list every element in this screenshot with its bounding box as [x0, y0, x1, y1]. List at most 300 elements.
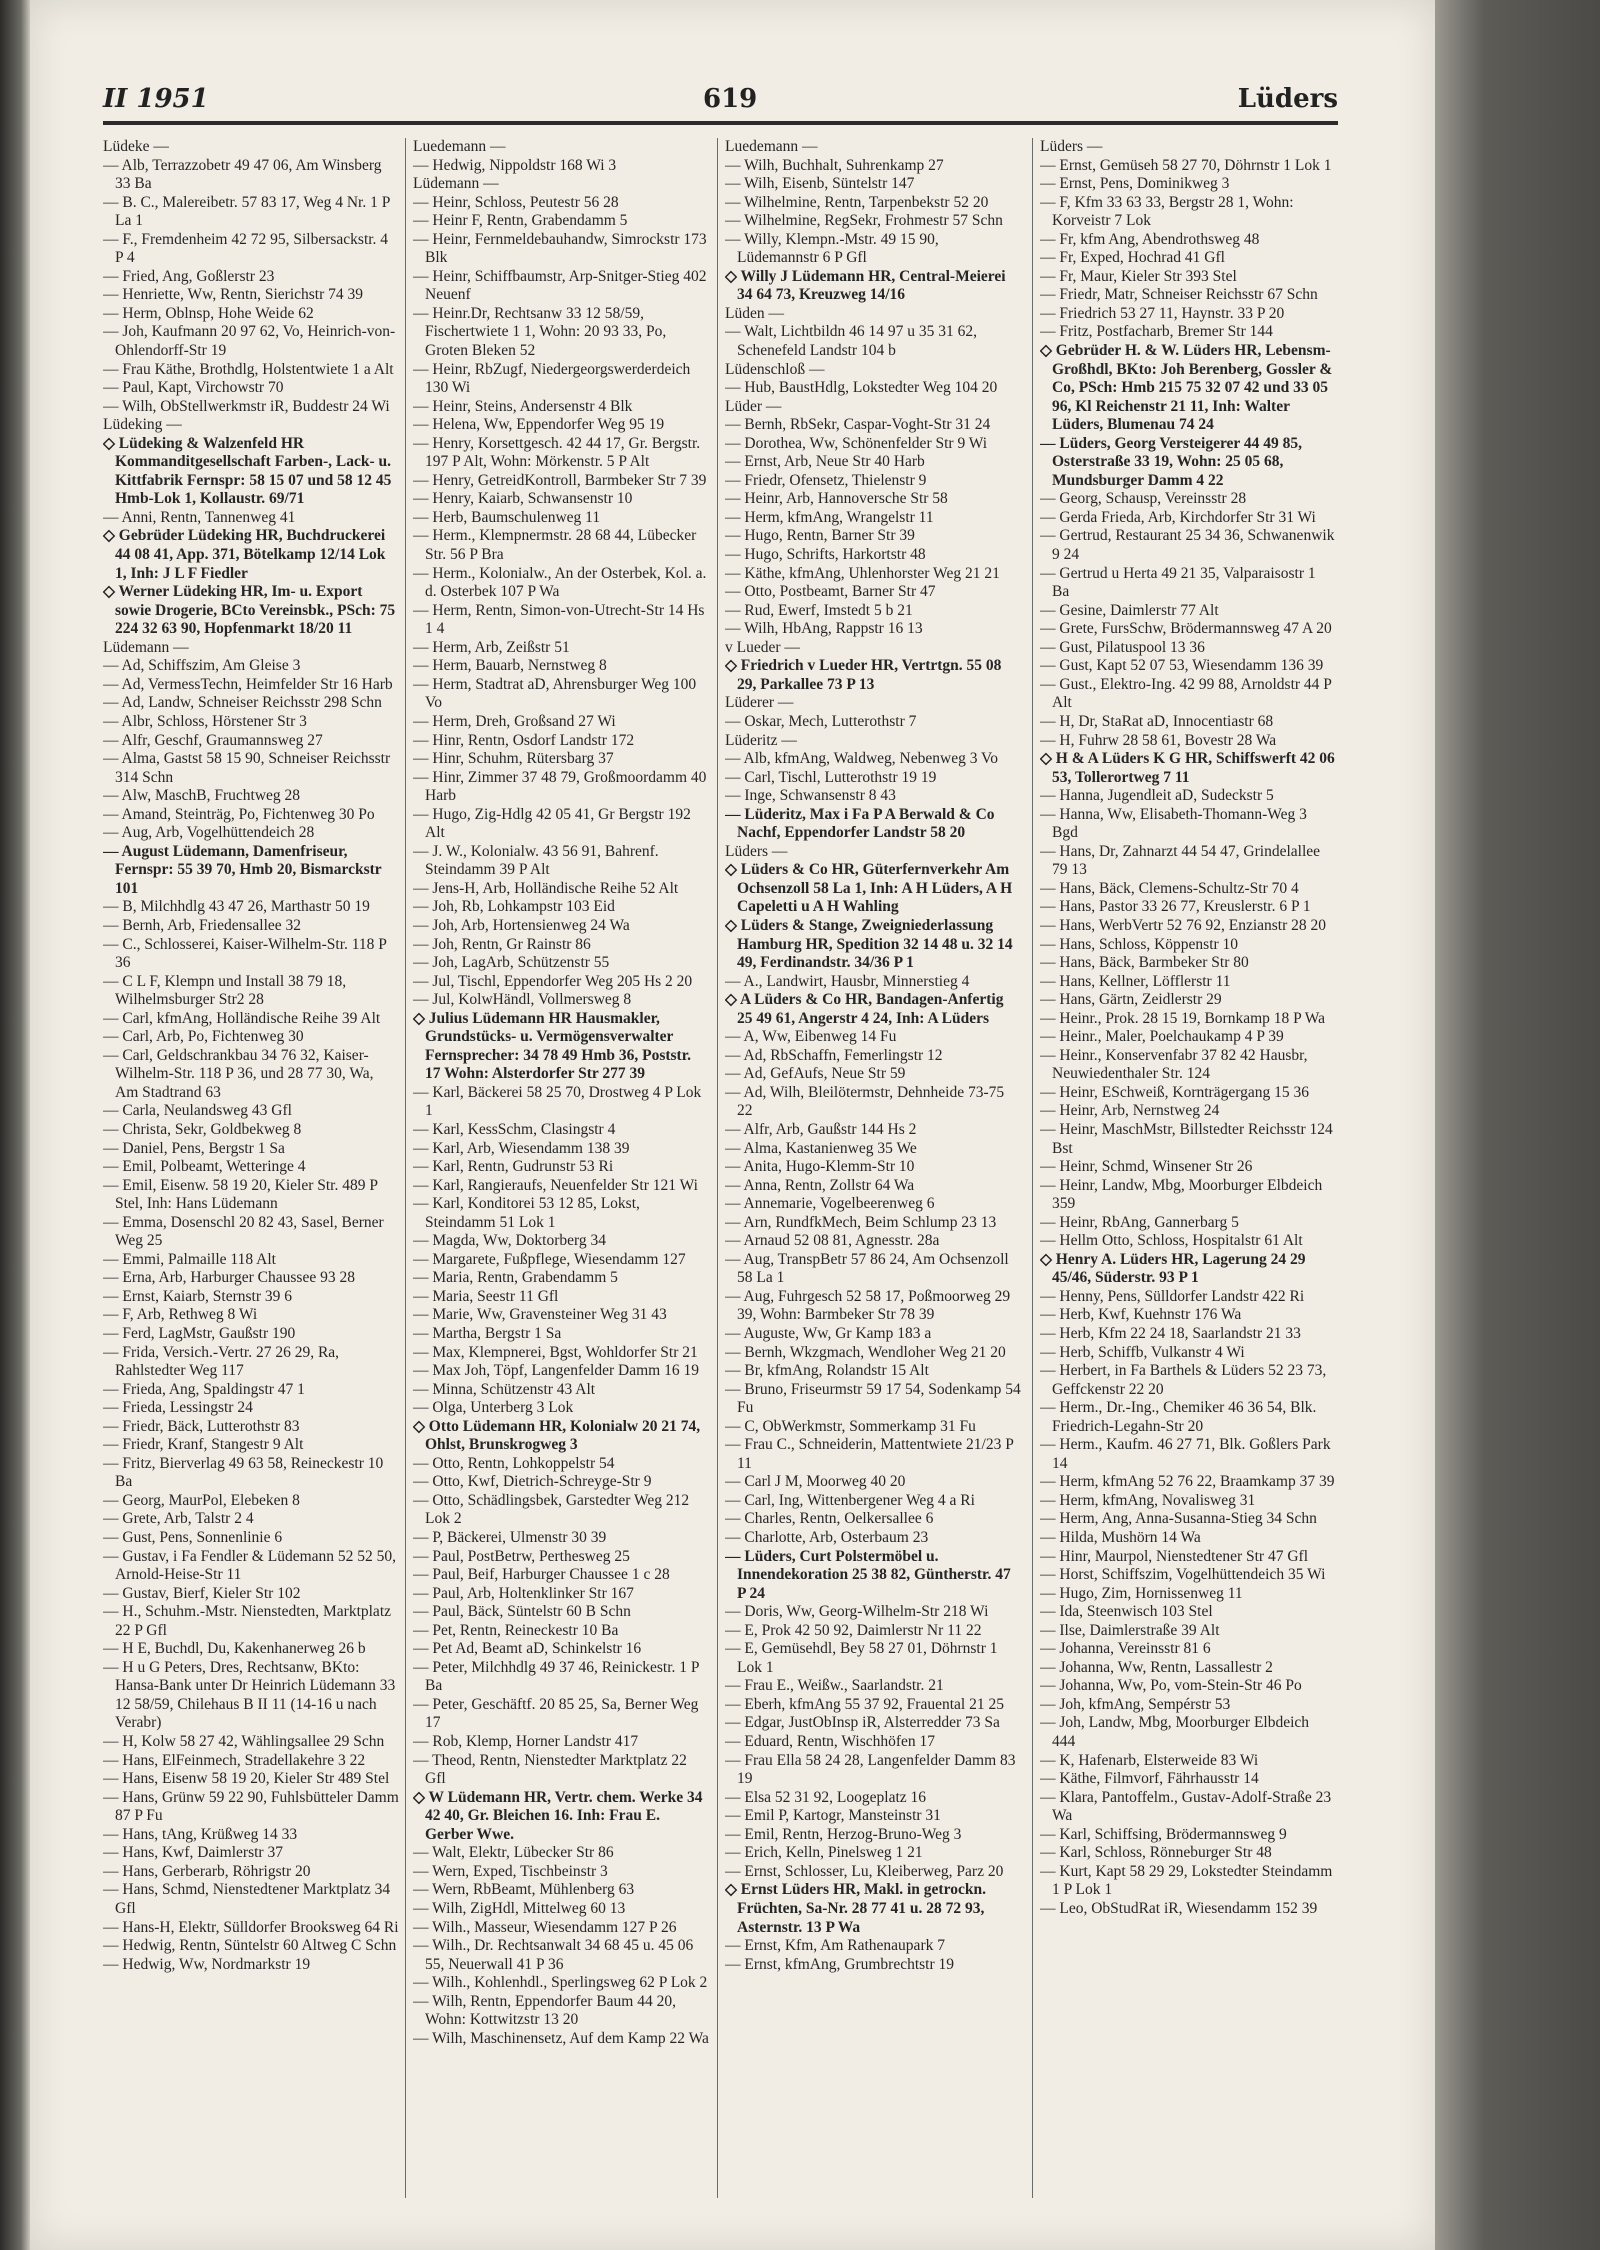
directory-entry: — Horst, Schiffszim, Vogelhüttendeich 35 Wi — [1040, 1566, 1326, 1584]
directory-entry: — Friedr, Matr, Schneiser Reichsstr 67 Schn — [1040, 286, 1318, 304]
directory-entry: — Heinr.Dr, Rechtsanw 33 12 58/59, Fischertwiete 1 1, Wohn: 20 93 33, Po, Groten Bleken 52 — [413, 304, 667, 360]
column-2 — [413, 138, 709, 2198]
directory-entry: — Alb, kfmAng, Waldweg, Nebenweg 3 Vo — [725, 750, 998, 768]
directory-entry: — Hans, Pastor 33 26 77, Kreuslerstr. 6 P 1 — [1040, 898, 1311, 916]
directory-entry: — Paul, PostBetrw, Perthesweg 25 — [413, 1547, 630, 1565]
page-edge-background — [1435, 0, 1600, 2250]
directory-entry: — B. C., Malereibetr. 57 83 17, Weg 4 Nr. 1 P La 1 — [103, 193, 390, 230]
directory-entry: — Emma, Dosenschl 20 82 43, Sasel, Berner Weg 25 — [103, 1213, 384, 1250]
directory-entry: — Hinr, Zimmer 37 48 79, Großmoordamm 40 Harb — [413, 768, 707, 805]
directory-entry: — Johanna, Ww, Po, vom-Stein-Str 46 Po — [1040, 1677, 1302, 1695]
directory-entry: — Frau C., Schneiderin, Mattentwiete 21/23 P 11 — [725, 1436, 1014, 1472]
directory-entry: — Carl, Tischl, Lutterothstr 19 19 — [725, 768, 937, 786]
directory-entry: — Hugo, Schrifts, Harkortstr 48 — [725, 546, 926, 564]
column-divider — [405, 138, 406, 2198]
header-volume-year: II 1951 — [103, 84, 209, 114]
directory-entry: — Max, Klempnerei, Bgst, Wohldorfer Str 21 — [413, 1343, 698, 1361]
directory-entry: — Herb, Schiffb, Vulkanstr 4 Wi — [1040, 1343, 1245, 1361]
directory-entry: — Jul, KolwHändl, Vollmersweg 8 — [413, 991, 632, 1009]
directory-entry: — Ad, Wilh, Bleilötermstr, Dehnheide 73-75 22 — [725, 1083, 1005, 1120]
directory-entry: — Frau Ella 58 24 28, Langenfelder Damm 83 19 — [725, 1751, 1016, 1788]
directory-entry: — H, Fuhrw 28 58 61, Bovestr 28 Wa — [1040, 731, 1277, 749]
directory-entry: — Aug, Arb, Vogelhüttendeich 28 — [103, 824, 315, 842]
directory-entry: — Leo, ObStudRat iR, Wiesendamm 152 39 — [1040, 1899, 1318, 1917]
directory-entry: ◇ H & A Lüders K G HR, Schiffswerft 42 06 53, Tollerortweg 7 11 — [1040, 750, 1335, 786]
surname-heading: Lüdemann — — [413, 175, 499, 193]
directory-entry: — Aug, Fuhrgesch 52 58 17, Poßmoorweg 29 39, Wohn: Barmbeker Str 78 39 — [725, 1287, 1011, 1324]
surname-heading: Lüder — — [725, 397, 782, 415]
directory-entry: — Joh, Arb, Hortensienweg 24 Wa — [413, 916, 630, 934]
directory-entry: — Br, kfmAng, Rolandstr 15 Alt — [725, 1362, 929, 1380]
directory-entry: — Gertrud u Herta 49 21 35, Valparaisostr 1 Ba — [1040, 564, 1316, 601]
directory-entry: — Carl, Arb, Po, Fichtenweg 30 — [103, 1028, 304, 1046]
directory-entry: — Hans, ElFeinmech, Stradellakehre 3 22 — [103, 1751, 366, 1769]
directory-entry: — Herm, Arb, Zeißstr 51 — [413, 638, 570, 656]
directory-entry: — Herb, Kwf, Kuehnstr 176 Wa — [1040, 1306, 1242, 1324]
directory-entry: — Friedrich 53 27 11, Haynstr. 33 P 20 — [1040, 304, 1285, 322]
directory-entry: — Henny, Pens, Sülldorfer Landstr 422 Ri — [1040, 1287, 1305, 1305]
directory-entry: — F, Kfm 33 63 33, Bergstr 28 1, Wohn: Korveistr 7 Lok — [1040, 193, 1294, 230]
surname-heading: Lüdemann — — [103, 638, 189, 656]
directory-entry: — Hugo, Zig-Hdlg 42 05 41, Gr Bergstr 192 Alt — [413, 805, 691, 842]
directory-entry: — Hinr, Rentn, Osdorf Landstr 172 — [413, 731, 635, 749]
directory-entry: — Gust, Pilatuspool 13 36 — [1040, 638, 1205, 656]
directory-entry: — A., Landwirt, Hausbr, Minnerstieg 4 — [725, 972, 970, 990]
directory-entry: — Hedwig, Nippoldstr 168 Wi 3 — [413, 156, 617, 174]
directory-entry: — Lüderitz, Max i Fa P A Berwald & Co Nachf, Eppendorfer Landstr 58 20 — [725, 805, 995, 842]
directory-entry: — Wilh, Buchhalt, Suhrenkamp 27 — [725, 156, 944, 174]
directory-entry: — Hans, Schloss, Köppenstr 10 — [1040, 935, 1239, 953]
directory-entry: — Walt, Lichtbildn 46 14 97 u 35 31 62, Schenefeld Landstr 104 b — [725, 323, 978, 360]
directory-entry: — Friedr, Bäck, Lutterothstr 83 — [103, 1417, 300, 1435]
directory-entry: — Gustav, Bierf, Kieler Str 102 — [103, 1584, 301, 1602]
directory-entry: — Eduard, Rentn, Wischhöfen 17 — [725, 1733, 936, 1751]
directory-entry: — Arnaud 52 08 81, Agnesstr. 28a — [725, 1232, 940, 1250]
directory-entry: — Joh, LagArb, Schützenstr 55 — [413, 954, 610, 972]
directory-entry: — Annemarie, Vogelbeerenweg 6 — [725, 1195, 935, 1213]
directory-entry: — Fr, Maur, Kieler Str 393 Stel — [1040, 267, 1237, 285]
directory-entry: — Emil, Rentn, Herzog-Bruno-Weg 3 — [725, 1825, 962, 1843]
directory-entry: — Wilh, ZigHdl, Mittelweg 60 13 — [413, 1899, 626, 1917]
directory-entry: — Hans, Eisenw 58 19 20, Kieler Str 489 Stel — [103, 1770, 390, 1788]
directory-entry: — Henry, Korsettgesch. 42 44 17, Gr. Bergstr. 197 P Alt, Wohn: Mörkenstr. 5 P Alt — [413, 434, 701, 471]
directory-entry: — Hans, Grünw 59 22 90, Fuhlsbütteler Damm 87 P Fu — [103, 1788, 399, 1825]
directory-entry: — Ernst, kfmAng, Grumbrechtstr 19 — [725, 1955, 955, 1973]
directory-entry: — Georg, MaurPol, Elebeken 8 — [103, 1491, 300, 1509]
directory-entry: — Carl, Ing, Wittenbergener Weg 4 a Ri — [725, 1491, 975, 1509]
directory-entry: — Bernh, Wkzgmach, Wendloher Weg 21 20 — [725, 1343, 1006, 1361]
directory-entry: — Ernst, Arb, Neue Str 40 Harb — [725, 453, 925, 471]
directory-entry: — Heinr, Schmd, Winsener Str 26 — [1040, 1158, 1253, 1176]
directory-entry: — Magda, Ww, Doktorberg 34 — [413, 1232, 607, 1250]
column-3 — [725, 138, 1021, 2198]
directory-entry: — Karl, Bäckerei 58 25 70, Drostweg 4 P Lok 1 — [413, 1083, 702, 1120]
directory-entry: — Hub, BaustHdlg, Lokstedter Weg 104 20 — [725, 379, 998, 397]
surname-heading: Lüderitz — — [725, 731, 797, 749]
directory-entry: — Bernh, RbSekr, Caspar-Voght-Str 31 24 — [725, 416, 991, 434]
directory-entry: — Ilse, Daimlerstraße 39 Alt — [1040, 1621, 1220, 1639]
directory-entry: — Ernst, Gemüseh 58 27 70, Döhrnstr 1 Lok 1 — [1040, 156, 1332, 174]
directory-entry: — Wilhelmine, RegSekr, Frohmestr 57 Schn — [725, 212, 1003, 230]
directory-entry: — Wilh, HbAng, Rappstr 16 13 — [725, 620, 923, 638]
directory-entry: — B, Milchhdlg 43 47 26, Marthastr 50 19 — [103, 898, 370, 916]
directory-entry: — Ad, GefAufs, Neue Str 59 — [725, 1065, 906, 1083]
directory-entry: — Frieda, Ang, Spaldingstr 47 1 — [103, 1380, 305, 1398]
directory-entry: — Karl, Arb, Wiesendamm 138 39 — [413, 1139, 630, 1157]
directory-entry: — Maria, Rentn, Grabendamm 5 — [413, 1269, 618, 1287]
directory-entry: — Erich, Kelln, Pinelsweg 1 21 — [725, 1844, 923, 1862]
header-running-name: Lüders — [1237, 84, 1338, 114]
surname-heading: v Lueder — — [725, 638, 800, 656]
book-gutter — [0, 0, 30, 2250]
directory-entry: — Heinr, MaschMstr, Billstedter Reichsstr 124 Bst — [1040, 1120, 1333, 1157]
directory-entry: — Minna, Schützenstr 43 Alt — [413, 1380, 596, 1398]
directory-entry: — H, Dr, StaRat aD, Innocentiastr 68 — [1040, 712, 1274, 730]
directory-entry: — Hedwig, Ww, Nordmarkstr 19 — [103, 1955, 311, 1973]
directory-entry: — C L F, Klempn und Install 38 79 18, Wilhelmsburger Str2 28 — [103, 972, 347, 1009]
directory-entry: — A, Ww, Eibenweg 14 Fu — [725, 1028, 897, 1046]
directory-entry: — Heinr, Schiffbaumstr, Arp-Snitger-Stieg 402 Neuenf — [413, 267, 707, 304]
directory-entry: — H u G Peters, Dres, Rechtsanw, BKto: Hansa-Bank unter Dr Heinrich Lüdemann 33 12 58/59, Chilehaus B II 11 (14-16 u nach Verabr) — [103, 1658, 396, 1732]
directory-entry: — Margarete, Fußpflege, Wiesendamm 127 — [413, 1250, 686, 1268]
directory-entry: — Carl J M, Moorweg 40 20 — [725, 1473, 906, 1491]
directory-entry: — Hans, tAng, Krüßweg 14 33 — [103, 1825, 298, 1843]
directory-entry: — Alw, MaschB, Fruchtweg 28 — [103, 787, 301, 805]
directory-entry: — Heinr F, Rentn, Grabendamm 5 — [413, 212, 628, 230]
directory-entry: — Wilh, Rentn, Eppendorfer Baum 44 20, Wohn: Kottwitzstr 13 20 — [413, 1992, 676, 2029]
directory-entry: — E, Gemüsehdl, Bey 58 27 01, Döhrnstr 1 Lok 1 — [725, 1640, 998, 1676]
directory-entry: Lüdenschloß — — [725, 360, 825, 378]
directory-entry: — Pet Ad, Beamt aD, Schinkelstr 16 — [413, 1640, 642, 1658]
directory-entry: — Paul, Arb, Holtenklinker Str 167 — [413, 1584, 634, 1602]
directory-entry: — Walt, Elektr, Lübecker Str 86 — [413, 1844, 614, 1862]
directory-entry: — Rud, Ewerf, Imstedt 5 b 21 — [725, 601, 913, 619]
directory-entry: — Heinr, ESchweiß, Kornträgergang 15 36 — [1040, 1083, 1309, 1101]
directory-entry: — Fritz, Bierverlag 49 63 58, Reineckestr 10 Ba — [103, 1454, 384, 1491]
directory-entry: — Alfr, Arb, Gaußstr 144 Hs 2 — [725, 1120, 917, 1138]
directory-entry: — F., Fremdenheim 42 72 95, Silbersackstr. 4 P 4 — [103, 230, 389, 267]
directory-entry: ◇ Lüders & Co HR, Güterfernverkehr Am Ochsenzoll 58 La 1, Inh: A H Lüders, A H Capeletti u A H Wahling — [725, 861, 1013, 916]
directory-entry: — Johanna, Ww, Rentn, Lassallestr 2 — [1040, 1658, 1273, 1676]
directory-entry: — Emil, Polbeamt, Wetteringe 4 — [103, 1158, 306, 1176]
directory-entry: — Bernh, Arb, Friedensallee 32 — [103, 916, 302, 934]
directory-entry: — Frau E., Weißw., Saarlandstr. 21 — [725, 1677, 944, 1695]
surname-heading: Lüders — — [1040, 138, 1103, 155]
directory-entry: — Hans, Gärtn, Zeidlerstr 29 — [1040, 991, 1222, 1009]
directory-entry: — Grete, Arb, Talstr 2 4 — [103, 1510, 254, 1528]
directory-entry: — Herm, kfmAng, Wrangelstr 11 — [725, 508, 934, 526]
header-rule — [103, 121, 1338, 125]
directory-entry: ◇ A Lüders & Co HR, Bandagen-Anfertig 25 49 61, Angerstr 4 24, Inh: A Lüders — [725, 991, 1004, 1027]
directory-entry: — H E, Buchdl, Du, Kakenhanerweg 26 b — [103, 1640, 366, 1658]
directory-entry: — Joh, Kaufmann 20 97 62, Vo, Heinrich-von-Ohlendorff-Str 19 — [103, 323, 396, 360]
directory-entry: — Herm, Dreh, Großsand 27 Wi — [413, 712, 616, 730]
directory-entry: — Anni, Rentn, Tannenweg 41 — [103, 508, 296, 526]
directory-entry: — Hans, Kwf, Daimlerstr 37 — [103, 1844, 283, 1862]
directory-entry: — Friedr, Kranf, Stangestr 9 Alt — [103, 1436, 304, 1454]
directory-entry: — Erna, Arb, Harburger Chaussee 93 28 — [103, 1269, 355, 1287]
directory-entry: — Gerda Frieda, Arb, Kirchdorfer Str 31 Wi — [1040, 508, 1316, 526]
directory-entry: — Grete, FursSchw, Brödermannsweg 47 A 20 — [1040, 620, 1332, 638]
directory-entry: — Joh, Rentn, Gr Rainstr 86 — [413, 935, 591, 953]
directory-entry: — Heinr, Steins, Andersenstr 4 Blk — [413, 397, 633, 415]
directory-entry: — Hanna, Ww, Elisabeth-Thomann-Weg 3 Bgd — [1040, 805, 1307, 842]
directory-entry: — Inge, Schwansenstr 8 43 — [725, 787, 896, 805]
directory-entry: — Wilh., Masseur, Wiesendamm 127 P 26 — [413, 1918, 677, 1936]
directory-entry: — Frida, Versich.-Vertr. 27 26 29, Ra, Rahlstedter Weg 117 — [103, 1343, 340, 1380]
directory-entry: ◇ Werner Lüdeking HR, Im- u. Export sowie Drogerie, BCto Vereinsbk., PSch: 75 224 32 63 90, Hopfenmarkt 18/20 11 — [103, 583, 396, 638]
directory-entry: — Klara, Pantoffelm., Gustav-Adolf-Straße 23 Wa — [1040, 1788, 1332, 1825]
directory-entry: — Wilh., Dr. Rechtsanwalt 34 68 45 u. 45 06 55, Neuerwall 41 P 36 — [413, 1937, 694, 1973]
directory-entry: — Hinr, Schuhm, Rütersbarg 37 — [413, 750, 614, 768]
directory-entry: — Karl, Rentn, Gudrunstr 53 Ri — [413, 1158, 614, 1176]
directory-entry: ◇ Henry A. Lüders HR, Lagerung 24 29 45/46, Süderstr. 93 P 1 — [1040, 1250, 1306, 1287]
directory-entry: — Karl, KessSchm, Clasingstr 4 — [413, 1120, 616, 1138]
directory-entry: — Emil P, Kartogr, Mansteinstr 31 — [725, 1807, 941, 1825]
surname-heading: Lüdeking — — [103, 416, 182, 434]
page-header — [103, 76, 1338, 126]
directory-entry: — K, Hafenarb, Elsterweide 83 Wi — [1040, 1751, 1259, 1769]
directory-entry: — Heinr, Arb, Nernstweg 24 — [1040, 1102, 1220, 1120]
directory-entry: ◇ Julius Lüdemann HR Hausmakler, Grundstücks- u. Vermögensverwalter Fernsprecher: 34 78 49 Hmb 36, Poststr. 17 Wohn: Alsterdorfer Str 277 39 — [413, 1009, 692, 1083]
directory-entry: — Ernst, Kfm, Am Rathenaupark 7 — [725, 1937, 945, 1955]
directory-entry: — Heinr, Landw, Mbg, Moorburger Elbdeich 359 — [1040, 1176, 1323, 1213]
directory-entry: — Charles, Rentn, Oelkersallee 6 — [725, 1510, 934, 1528]
directory-entry: — Heinr., Konservenfabr 37 82 42 Hausbr, Neuwiedenthaler Str. 124 — [1040, 1046, 1308, 1083]
directory-entry: — Lüders, Curt Polstermöbel u. Innendekoration 25 38 82, Güntherstr. 47 P 24 — [725, 1547, 1011, 1602]
column-divider — [1032, 138, 1033, 2198]
directory-entry: — Wilh, Eisenb, Süntelstr 147 — [725, 175, 915, 193]
directory-entry: — Maria, Seestr 11 Gfl — [413, 1287, 559, 1305]
directory-entry: — Hedwig, Rentn, Süntelstr 60 Altweg C Schn — [103, 1937, 397, 1955]
directory-entry: — Fr, kfm Ang, Abendrothsweg 48 — [1040, 230, 1260, 248]
directory-entry: — Karl, Rangieraufs, Neuenfelder Str 121 Wi — [413, 1176, 698, 1194]
directory-entry: — Daniel, Pens, Bergstr 1 Sa — [103, 1139, 285, 1157]
directory-entry: — Herm, Bauarb, Nernstweg 8 — [413, 657, 607, 675]
directory-entry: — Heinr, Fernmeldebauhandw, Simrockstr 173 Blk — [413, 230, 707, 267]
directory-entry: — Herm., Kaufm. 46 27 71, Blk. Goßlers Park 14 — [1040, 1436, 1331, 1472]
directory-entry: — Heinr., Prok. 28 15 19, Bornkamp 18 P Wa — [1040, 1009, 1326, 1027]
directory-entry: — Ad, RbSchaffn, Femerlingstr 12 — [725, 1046, 943, 1064]
directory-entry: — Heinr, RbAng, Gannerbarg 5 — [1040, 1213, 1239, 1231]
directory-entry: — Alma, Gastst 58 15 90, Schneiser Reichsstr 314 Schn — [103, 750, 391, 786]
directory-entry: — Carl, kfmAng, Holländische Reihe 39 Alt — [103, 1009, 381, 1027]
directory-entry: — H, Kolw 58 27 42, Wählingsallee 29 Schn — [103, 1733, 385, 1751]
directory-entry: — Wern, Exped, Tischbeinstr 3 — [413, 1862, 608, 1880]
directory-entry: — Aug, TranspBetr 57 86 24, Am Ochsenzoll 58 La 1 — [725, 1250, 1009, 1287]
directory-entry: — Herm., Dr.-Ing., Chemiker 46 36 54, Blk. Friedrich-Legahn-Str 20 — [1040, 1399, 1317, 1435]
directory-entry: — Karl, Schiffsing, Brödermannsweg 9 — [1040, 1825, 1287, 1843]
directory-entry: — Hellm Otto, Schloss, Hospitalstr 61 Alt — [1040, 1232, 1303, 1250]
directory-entry: — Hans, Schmd, Nienstedtener Marktplatz 34 Gfl — [103, 1881, 391, 1917]
directory-entry: — Paul, Kapt, Virchowstr 70 — [103, 379, 284, 397]
directory-entry: — H., Schuhm.-Mstr. Nienstedten, Marktplatz 22 P Gfl — [103, 1603, 391, 1639]
directory-entry: — Otto, Kwf, Dietrich-Schreyge-Str 9 — [413, 1473, 652, 1491]
directory-entry: — Fr, Exped, Hochrad 41 Gfl — [1040, 249, 1225, 267]
directory-entry: — Carla, Neulandsweg 43 Gfl — [103, 1102, 292, 1120]
directory-entry: — Wilhelmine, Rentn, Tarpenbekstr 52 20 — [725, 193, 989, 211]
directory-entry: — Fried, Ang, Goßlerstr 23 — [103, 267, 275, 285]
directory-entry: — Amand, Steinträg, Po, Fichtenweg 30 Po — [103, 805, 375, 823]
directory-entry: — Gustav, i Fa Fendler & Lüdemann 52 52 50, Arnold-Heise-Str 11 — [103, 1547, 397, 1584]
directory-entry: — Albr, Schloss, Hörstener Str 3 — [103, 712, 307, 730]
directory-entry: — Herbert, in Fa Barthels & Lüders 52 23 73, Geffckenstr 22 20 — [1040, 1362, 1327, 1398]
directory-entry: — C., Schlosserei, Kaiser-Wilhelm-Str. 118 P 36 — [103, 935, 387, 972]
directory-entry: — Hanna, Jugendleit aD, Sudeckstr 5 — [1040, 787, 1274, 805]
directory-entry: — Ad, Schiffszim, Am Gleise 3 — [103, 657, 301, 675]
column-4 — [1040, 138, 1336, 2198]
directory-entry: — E, Prok 42 50 92, Daimlerstr Nr 11 22 — [725, 1621, 982, 1639]
directory-entry: — Karl, Konditorei 53 12 85, Lokst, Steindamm 51 Lok 1 — [413, 1195, 640, 1231]
directory-entry: — Arn, RundfkMech, Beim Schlump 23 13 — [725, 1213, 997, 1231]
directory-entry: — Paul, Beif, Harburger Chaussee 1 c 28 — [413, 1566, 670, 1584]
header-page-number: 619 — [703, 84, 758, 114]
directory-entry: — Kurt, Kapt 58 29 29, Lokstedter Steindamm 1 P Lok 1 — [1040, 1862, 1333, 1899]
directory-entry: — Heinr, Schloss, Peutestr 56 28 — [413, 193, 619, 211]
directory-entry: — Joh, Rb, Lohkampstr 103 Eid — [413, 898, 615, 916]
directory-entry: — Karl, Schloss, Rönneburger Str 48 — [1040, 1844, 1272, 1862]
directory-entry: — Peter, Geschäftf. 20 85 25, Sa, Berner Weg 17 — [413, 1695, 699, 1732]
directory-entry: — Herb, Baumschulenweg 11 — [413, 508, 601, 526]
directory-entry: — Otto, Postbeamt, Barner Str 47 — [725, 583, 936, 601]
directory-entry: — Johanna, Vereinsstr 81 6 — [1040, 1640, 1211, 1658]
directory-entry: — Frieda, Lessingstr 24 — [103, 1399, 253, 1417]
directory-entry: — Gesine, Daimlerstr 77 Alt — [1040, 601, 1219, 619]
directory-entry: — Hugo, Zim, Hornissenweg 11 — [1040, 1584, 1243, 1602]
directory-entry: — Friedr, Ofensetz, Thielenstr 9 — [725, 471, 927, 489]
directory-entry: — Eberh, kfmAng 55 37 92, Frauental 21 25 — [725, 1695, 1004, 1713]
directory-entry: — Max Joh, Töpf, Langenfelder Damm 16 19 — [413, 1362, 699, 1380]
directory-entry: — Christa, Sekr, Goldbekweg 8 — [103, 1120, 302, 1138]
directory-entry: — Gertrud, Restaurant 25 34 36, Schwanenwik 9 24 — [1040, 527, 1335, 564]
directory-entry: — Heinr., Maler, Poelchaukamp 4 P 39 — [1040, 1028, 1284, 1046]
directory-entry: — Theod, Rentn, Nienstedter Marktplatz 22 Gfl — [413, 1751, 687, 1788]
directory-entry: — Joh, kfmAng, Sempérstr 53 — [1040, 1695, 1231, 1713]
directory-entry: — Rob, Klemp, Horner Landstr 417 — [413, 1733, 639, 1751]
directory-entry: ◇ Gebrüder H. & W. Lüders HR, Lebensm-Großhdl, BKto: Joh Berenberg, Gossler & Co, PSch: Hmb 215 75 32 07 42 und 33 05 96, Kl Reichenstr 21 11, Inh: Walter Lüders, Blumenau 74 24 — [1040, 342, 1333, 434]
directory-entry: — Bruno, Friseurmstr 59 17 54, Sodenkamp 54 Fu — [725, 1380, 1021, 1417]
directory-entry: — Hilda, Mushörn 14 Wa — [1040, 1529, 1201, 1547]
directory-entry: — Emmi, Palmaille 118 Alt — [103, 1250, 276, 1268]
directory-entry: — Wern, RbBeamt, Mühlenberg 63 — [413, 1881, 635, 1899]
directory-entry: ◇ Friedrich v Lueder HR, Vertrtgn. 55 08 29, Parkallee 73 P 13 — [725, 657, 1002, 693]
directory-entry: — Anna, Rentn, Zollstr 64 Wa — [725, 1176, 915, 1194]
surname-heading: Lüden — — [725, 304, 784, 322]
directory-entry: — Wilh, ObStellwerkmstr iR, Buddestr 24 Wi — [103, 397, 390, 415]
surname-heading: Luedemann — — [725, 138, 818, 155]
directory-entry: — Henry, GetreidKontroll, Barmbeker Str 7 39 — [413, 471, 707, 489]
column-1 — [103, 138, 399, 2198]
directory-entry: — Olga, Unterberg 3 Lok — [413, 1399, 574, 1417]
surname-heading: Lüders — — [725, 842, 788, 860]
directory-entry: — Charlotte, Arb, Osterbaum 23 — [725, 1529, 929, 1547]
directory-entry: — Ernst, Schlosser, Lu, Kleiberweg, Parz 20 — [725, 1862, 1004, 1880]
directory-entry: — Hans, Bäck, Clemens-Schultz-Str 70 4 — [1040, 879, 1299, 897]
directory-entry: — Heinr, RbZugf, Niedergeorgswerderdeich 130 Wi — [413, 360, 691, 397]
directory-entry: — Gust, Pens, Sonnenlinie 6 — [103, 1529, 283, 1547]
directory-entry: — Käthe, kfmAng, Uhlenhorster Weg 21 21 — [725, 564, 1000, 582]
directory-entry: ◇ Lüdeking & Walzenfeld HR Kommanditgesellschaft Farben-, Lack- u. Kittfabrik Fernspr: 58 15 07 und 58 12 45 Hmb-Lok 1, Kollaustr. 69/71 — [103, 434, 392, 508]
directory-entry: — Hans, Dr, Zahnarzt 44 54 47, Grindelallee 79 13 — [1040, 842, 1321, 879]
directory-entry: — Herm., Klempnermstr. 28 68 44, Lübecker Str. 56 P Bra — [413, 527, 697, 564]
directory-entry: — Anita, Hugo-Klemm-Str 10 — [725, 1158, 915, 1176]
directory-entry: — Ferd, LagMstr, Gaußstr 190 — [103, 1325, 296, 1342]
directory-entry: — Alfr, Geschf, Graumannsweg 27 — [103, 731, 323, 749]
directory-entry: — August Lüdemann, Damenfriseur, Fernspr: 55 39 70, Hmb 20, Bismarckstr 101 — [103, 842, 382, 897]
directory-entry: — Herm, kfmAng 52 76 22, Braamkamp 37 39 — [1040, 1473, 1335, 1491]
directory-entry: — Wilh., Kohlenhdl., Sperlingsweg 62 P Lok 2 — [413, 1974, 708, 1992]
directory-entry: — Hinr, Maurpol, Nienstedtener Str 47 Gfl — [1040, 1547, 1308, 1565]
directory-entry: — Doris, Ww, Georg-Wilhelm-Str 218 Wi — [725, 1603, 989, 1621]
directory-entry: — Joh, Landw, Mbg, Moorburger Elbdeich 444 — [1040, 1714, 1310, 1751]
directory-entry: — Fritz, Postfacharb, Bremer Str 144 — [1040, 323, 1273, 341]
directory-entry: — Paul, Bäck, Süntelstr 60 B Schn — [413, 1603, 631, 1621]
directory-entry: — Herm, Stadtrat aD, Ahrensburger Weg 100 Vo — [413, 675, 697, 712]
directory-entry: — Hans, Bäck, Barmbeker Str 80 — [1040, 954, 1249, 972]
directory-entry: — Herm., Kolonialw., An der Osterbek, Kol. a. d. Osterbek 107 P Wa — [413, 564, 707, 601]
directory-entry: — Jul, Tischl, Eppendorfer Weg 205 Hs 2 20 — [413, 972, 693, 990]
surname-heading: Lüdeke — — [103, 138, 169, 155]
directory-entry: — Ad, Landw, Schneiser Reichsstr 298 Schn — [103, 694, 382, 712]
directory-entry: — Otto, Schädlingsbek, Garstedter Weg 212 Lok 2 — [413, 1491, 690, 1528]
directory-entry: — Hugo, Rentn, Barner Str 39 — [725, 527, 915, 545]
directory-entry: — Heinr, Arb, Hannoversche Str 58 — [725, 490, 948, 508]
directory-entry: — Herm, kfmAng, Novalisweg 31 — [1040, 1491, 1256, 1509]
directory-entry: — Edgar, JustObInsp iR, Alsterredder 73 Sa — [725, 1714, 1000, 1732]
directory-entry: — Ida, Steenwisch 103 Stel — [1040, 1603, 1213, 1621]
directory-entry: — Hans, Kellner, Löfflerstr 11 — [1040, 972, 1231, 990]
directory-entry: — Herm, Rentn, Simon-von-Utrecht-Str 14 Hs 1 4 — [413, 601, 705, 638]
directory-entry: — Pet, Rentn, Reineckestr 10 Ba — [413, 1621, 619, 1639]
directory-entry: — Henry, Kaiarb, Schwansenstr 10 — [413, 490, 633, 508]
directory-entry: — Jens-H, Arb, Holländische Reihe 52 Alt — [413, 879, 679, 897]
directory-entry: ◇ Ernst Lüders HR, Makl. in getrockn. Früchten, Sa-Nr. 28 77 41 u. 28 72 93, Asternstr. 13 P Wa — [725, 1881, 986, 1936]
directory-entry: — Martha, Bergstr 1 Sa — [413, 1325, 562, 1342]
directory-entry: — C, ObWerkmstr, Sommerkamp 31 Fu — [725, 1417, 976, 1435]
directory-entry: — Willy, Klempn.-Mstr. 49 15 90, Lüdemannstr 6 P Gfl — [725, 230, 939, 267]
directory-entry: — Herm, Ang, Anna-Susanna-Stieg 34 Schn — [1040, 1510, 1317, 1528]
directory-entry: — Käthe, Filmvorf, Fährhausstr 14 — [1040, 1770, 1259, 1788]
directory-entry: — Helena, Ww, Eppendorfer Weg 95 19 — [413, 416, 665, 434]
surname-heading: Lüderer — — [725, 694, 794, 712]
directory-entry: — Emil, Eisenw. 58 19 20, Kieler Str. 489 P Stel, Inh: Hans Lüdemann — [103, 1176, 378, 1213]
directory-entry: — Auguste, Ww, Gr Kamp 183 a — [725, 1325, 932, 1342]
directory-entry: — Lüders, Georg Versteigerer 44 49 85, Osterstraße 33 19, Wohn: 25 05 68, Mundsburger Damm 4 22 — [1040, 434, 1303, 489]
directory-entry: — Henriette, Ww, Rentn, Sierichstr 74 39 — [103, 286, 364, 304]
directory-entry: — Ernst, Kaiarb, Sternstr 39 6 — [103, 1287, 292, 1305]
directory-entry: — Alb, Terrazzobetr 49 47 06, Am Winsberg 33 Ba — [103, 156, 382, 193]
directory-entry: — Gust., Elektro-Ing. 42 99 88, Arnoldstr 44 P Alt — [1040, 675, 1332, 712]
directory-entry: — Herm, Oblnsp, Hohe Weide 62 — [103, 304, 314, 322]
directory-entry: — F, Arb, Rethweg 8 Wi — [103, 1306, 258, 1324]
directory-entry: — Georg, Schausp, Vereinsstr 28 — [1040, 490, 1247, 508]
directory-entry: ◇ W Lüdemann HR, Vertr. chem. Werke 34 42 40, Gr. Bleichen 16. Inh: Frau E. Gerber Wwe. — [413, 1788, 703, 1843]
directory-entry: — Carl, Geldschrankbau 34 76 32, Kaiser-Wilhelm-Str. 118 P 36, und 28 77 30, Wa, Am Stadtrand 63 — [103, 1046, 374, 1101]
directory-entry: — Wilh, Maschinensetz, Auf dem Kamp 22 Wa — [413, 2029, 709, 2047]
directory-entry: — Otto, Rentn, Lohkoppelstr 54 — [413, 1454, 615, 1472]
directory-entry: — Elsa 52 31 92, Loogeplatz 16 — [725, 1788, 927, 1806]
directory-entry: — Alma, Kastanienweg 35 We — [725, 1139, 917, 1157]
directory-entry: ◇ Lüders & Stange, Zweigniederlassung Hamburg HR, Spedition 32 14 48 u. 32 14 49, Ferdinandstr. 34/36 P 1 — [725, 916, 1013, 972]
directory-entry: — Ernst, Pens, Dominikweg 3 — [1040, 175, 1230, 193]
directory-entry: — Gust, Kapt 52 07 53, Wiesendamm 136 39 — [1040, 657, 1324, 675]
directory-entry: — J. W., Kolonialw. 43 56 91, Bahrenf. Steindamm 39 P Alt — [413, 842, 659, 879]
column-divider — [717, 138, 718, 2198]
directory-entry: — Dorothea, Ww, Schönenfelder Str 9 Wi — [725, 434, 988, 452]
surname-heading: Luedemann — — [413, 138, 506, 155]
directory-entry: ◇ Willy J Lüdemann HR, Central-Meierei 34 64 73, Kreuzweg 14/16 — [725, 267, 1006, 304]
directory-entry: — P, Bäckerei, Ulmenstr 30 39 — [413, 1529, 607, 1547]
